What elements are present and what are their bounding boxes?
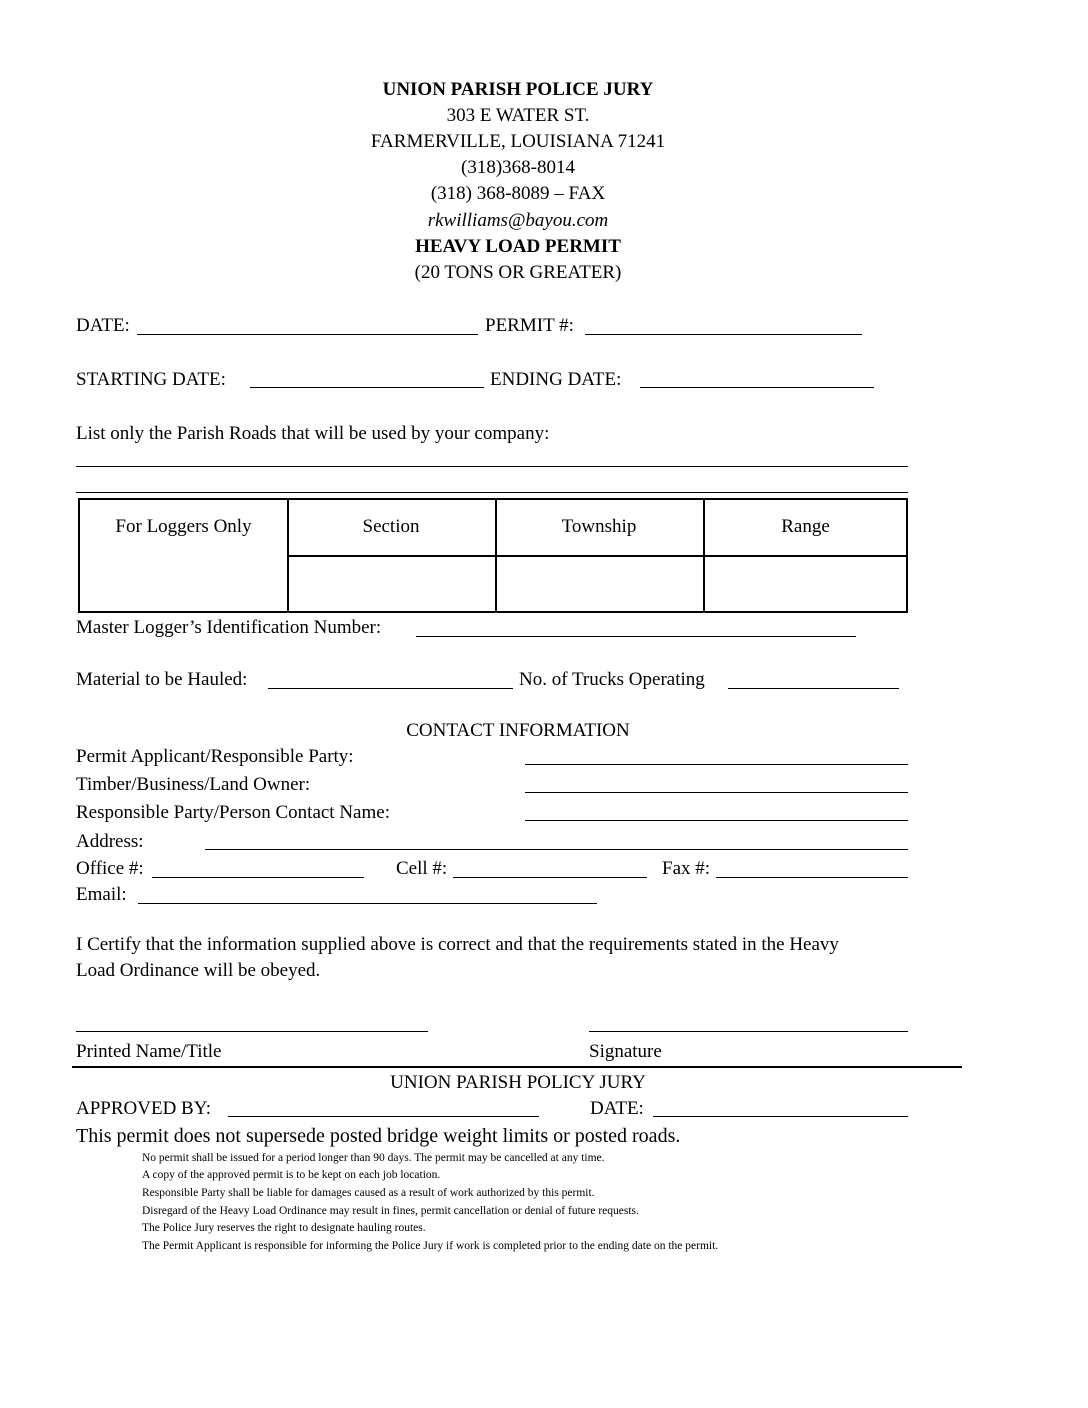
address-input-line[interactable] bbox=[205, 849, 908, 850]
street-address: 303 E WATER ST. bbox=[446, 105, 590, 126]
date-label: DATE: bbox=[76, 315, 130, 336]
permit-notice: This permit does not supersede posted bridge weight limits or posted roads. bbox=[76, 1125, 681, 1147]
printed-name-input-line[interactable] bbox=[76, 1031, 428, 1032]
starting-date-label: STARTING DATE: bbox=[76, 369, 226, 390]
trucks-label: No. of Trucks Operating bbox=[519, 669, 705, 690]
roads-input-line-1[interactable] bbox=[76, 466, 908, 467]
master-logger-input-line[interactable] bbox=[416, 636, 856, 637]
contact-heading: CONTACT INFORMATION bbox=[406, 720, 630, 741]
approval-heading: UNION PARISH POLICY JURY bbox=[390, 1072, 646, 1093]
fine-print-item: The Permit Applicant is responsible for informing the Police Jury if work is completed prior to the ending date on the permit. bbox=[142, 1240, 719, 1252]
email-input-line[interactable] bbox=[138, 903, 597, 904]
table-header-range: Range bbox=[781, 516, 830, 537]
office-label: Office #: bbox=[76, 858, 144, 879]
permit-number-label: PERMIT #: bbox=[485, 315, 574, 336]
fax-input-line[interactable] bbox=[716, 877, 908, 878]
date-input-line[interactable] bbox=[137, 334, 478, 335]
approved-by-label: APPROVED BY: bbox=[76, 1098, 211, 1119]
trucks-input-line[interactable] bbox=[728, 688, 899, 689]
table-header-section: Section bbox=[362, 516, 420, 537]
applicant-label: Permit Applicant/Responsible Party: bbox=[76, 746, 354, 767]
section-input-cell[interactable] bbox=[289, 557, 495, 611]
signature-input-line[interactable] bbox=[589, 1031, 908, 1032]
approval-date-label: DATE: bbox=[590, 1098, 644, 1119]
address-label: Address: bbox=[76, 831, 144, 852]
applicant-input-line[interactable] bbox=[525, 764, 908, 765]
cell-input-line[interactable] bbox=[453, 877, 647, 878]
owner-input-line[interactable] bbox=[525, 792, 908, 793]
city-state-zip: FARMERVILLE, LOUISIANA 71241 bbox=[370, 131, 666, 152]
fine-print-item: The Police Jury reserves the right to designate hauling routes. bbox=[142, 1222, 426, 1234]
material-input-line[interactable] bbox=[268, 688, 513, 689]
roads-input-line-2[interactable] bbox=[76, 492, 908, 493]
org-name: UNION PARISH POLICE JURY bbox=[382, 79, 654, 100]
contact-name-label: Responsible Party/Person Contact Name: bbox=[76, 802, 390, 823]
owner-label: Timber/Business/Land Owner: bbox=[76, 774, 311, 795]
section-divider bbox=[72, 1066, 962, 1068]
fine-print-item: Disregard of the Heavy Load Ordinance may result in fines, permit cancellation or denial of future requests. bbox=[142, 1205, 639, 1217]
permit-number-input-line[interactable] bbox=[585, 334, 862, 335]
phone-number: (318)368-8014 bbox=[461, 157, 575, 178]
certify-text-line-2: Load Ordinance will be obeyed. bbox=[76, 960, 321, 981]
approved-by-input-line[interactable] bbox=[228, 1116, 539, 1117]
cell-label: Cell #: bbox=[396, 858, 448, 879]
certify-text-line-1: I Certify that the information supplied above is correct and that the requirements stated in the Heavy bbox=[76, 934, 839, 955]
table-header-township: Township bbox=[561, 516, 637, 537]
loggers-table bbox=[78, 498, 908, 613]
fine-print-item: Responsible Party shall be liable for damages caused as a result of work authorized by this permit. bbox=[142, 1187, 595, 1199]
email-address: rkwilliams@bayou.com bbox=[427, 210, 609, 231]
fax-label: Fax #: bbox=[662, 858, 711, 879]
email-label: Email: bbox=[76, 884, 127, 905]
fine-print-item: No permit shall be issued for a period longer than 90 days. The permit may be cancelled at any time. bbox=[142, 1152, 605, 1164]
material-label: Material to be Hauled: bbox=[76, 669, 248, 690]
form-title: HEAVY LOAD PERMIT bbox=[415, 236, 621, 257]
approval-date-input-line[interactable] bbox=[653, 1116, 908, 1117]
range-input-cell[interactable] bbox=[705, 557, 908, 611]
roads-prompt: List only the Parish Roads that will be used by your company: bbox=[76, 423, 550, 444]
township-input-cell[interactable] bbox=[497, 557, 703, 611]
signature-label: Signature bbox=[589, 1041, 662, 1062]
form-subtitle: (20 TONS OR GREATER) bbox=[414, 262, 622, 283]
printed-name-label: Printed Name/Title bbox=[76, 1041, 222, 1062]
ending-date-label: ENDING DATE: bbox=[490, 369, 622, 390]
contact-name-input-line[interactable] bbox=[525, 820, 908, 821]
fax-number: (318) 368-8089 – FAX bbox=[430, 183, 606, 204]
table-header-loggers: For Loggers Only bbox=[115, 516, 252, 537]
master-logger-label: Master Logger’s Identification Number: bbox=[76, 617, 382, 638]
fine-print-item: A copy of the approved permit is to be kept on each job location. bbox=[142, 1169, 441, 1181]
starting-date-input-line[interactable] bbox=[250, 387, 484, 388]
ending-date-input-line[interactable] bbox=[640, 387, 874, 388]
office-input-line[interactable] bbox=[152, 877, 364, 878]
